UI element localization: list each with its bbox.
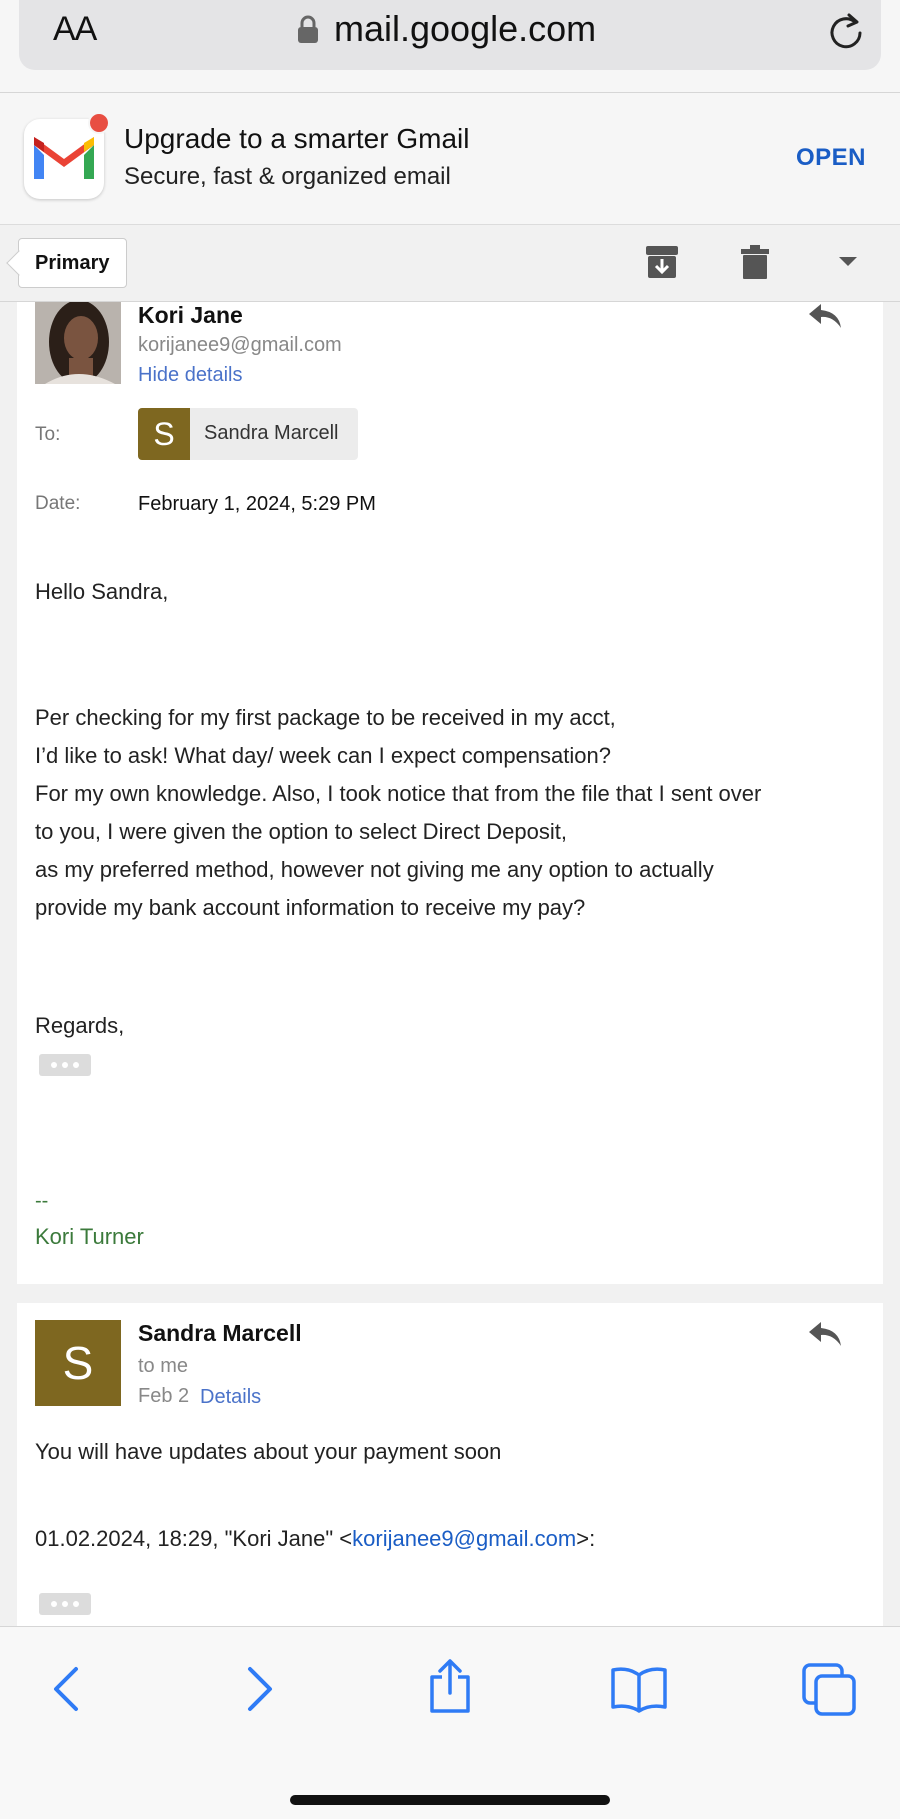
- message-card-kori: [17, 302, 883, 1284]
- reply-icon[interactable]: [807, 302, 843, 330]
- body-line: to you, I were given the option to select Direct Deposit,: [35, 819, 567, 844]
- closing: Regards,: [35, 1013, 125, 1038]
- home-indicator: [290, 1795, 610, 1805]
- message-toolbar: [0, 226, 900, 302]
- reload-icon[interactable]: [827, 9, 867, 53]
- hide-details-link[interactable]: Hide details: [138, 364, 243, 386]
- safari-bottom-bar: [0, 1626, 900, 1819]
- date-label: Date:: [35, 493, 81, 514]
- date-value: February 1, 2024, 5:29 PM: [138, 493, 376, 515]
- details-link[interactable]: Details: [200, 1386, 262, 1408]
- greeting: Hello Sandra,: [35, 579, 169, 604]
- lock-icon: [297, 14, 319, 44]
- body-line: Per checking for my first package to be received in my acct,: [35, 705, 616, 730]
- body-line: For my own knowledge. Also, I took notice that from the file that I sent over: [35, 781, 762, 806]
- open-app-button[interactable]: OPEN: [796, 144, 867, 171]
- quote-prefix: 01.02.2024, 18:29, "Kori Jane" <: [35, 1526, 353, 1551]
- chevron-down-icon[interactable]: [838, 256, 858, 268]
- url-text[interactable]: mail.google.com: [334, 8, 597, 49]
- tabs-icon[interactable]: [802, 1663, 858, 1717]
- message-date: Feb 2: [138, 1385, 190, 1407]
- show-trimmed-content-button[interactable]: [39, 1054, 91, 1076]
- trash-icon[interactable]: [740, 244, 770, 280]
- quote-header: [35, 1526, 595, 1552]
- share-icon[interactable]: [426, 1657, 474, 1715]
- reply-icon[interactable]: [807, 1320, 843, 1348]
- banner-subtitle: Secure, fast & organized email: [124, 163, 451, 190]
- bookmarks-icon[interactable]: [610, 1665, 668, 1713]
- signature-name: Kori Turner: [35, 1224, 144, 1249]
- recipient-chip[interactable]: [138, 408, 358, 460]
- signature-separator: --: [35, 1190, 49, 1212]
- safari-address-area: [0, 0, 900, 93]
- body-line: as my preferred method, however not giving me any option to actually: [35, 857, 714, 882]
- archive-icon[interactable]: [645, 244, 679, 280]
- primary-label: Primary: [35, 252, 110, 274]
- recipient-avatar: S: [138, 408, 190, 460]
- notification-dot: [88, 112, 110, 134]
- sender-name: Kori Jane: [138, 302, 243, 328]
- to-label: To:: [35, 424, 61, 445]
- sender-avatar-photo: [35, 302, 121, 384]
- back-icon[interactable]: [50, 1665, 80, 1713]
- recipient-summary: to me: [138, 1355, 189, 1377]
- back-to-primary-button[interactable]: [18, 238, 127, 288]
- app-banner: [0, 93, 900, 225]
- sender-avatar: S: [35, 1320, 121, 1406]
- sender-email: korijanee9@gmail.com: [138, 334, 342, 356]
- sender-name: Sandra Marcell: [138, 1320, 302, 1346]
- message-card-sandra: [17, 1303, 883, 1626]
- show-quoted-text-button[interactable]: [39, 1593, 91, 1615]
- body-line: provide my bank account information to receive my pay?: [35, 895, 586, 920]
- message-body: You will have updates about your payment soon: [35, 1439, 502, 1464]
- forward-icon[interactable]: [246, 1665, 276, 1713]
- quote-email-link[interactable]: korijanee9@gmail.com: [352, 1526, 577, 1551]
- text-size-button[interactable]: AA: [53, 10, 97, 48]
- quote-suffix: >:: [576, 1526, 596, 1551]
- recipient-name: Sandra Marcell: [204, 422, 339, 444]
- address-bar[interactable]: [19, 0, 881, 70]
- body-line: I’d like to ask! What day/ week can I expect compensation?: [35, 743, 611, 768]
- banner-title: Upgrade to a smarter Gmail: [124, 123, 470, 154]
